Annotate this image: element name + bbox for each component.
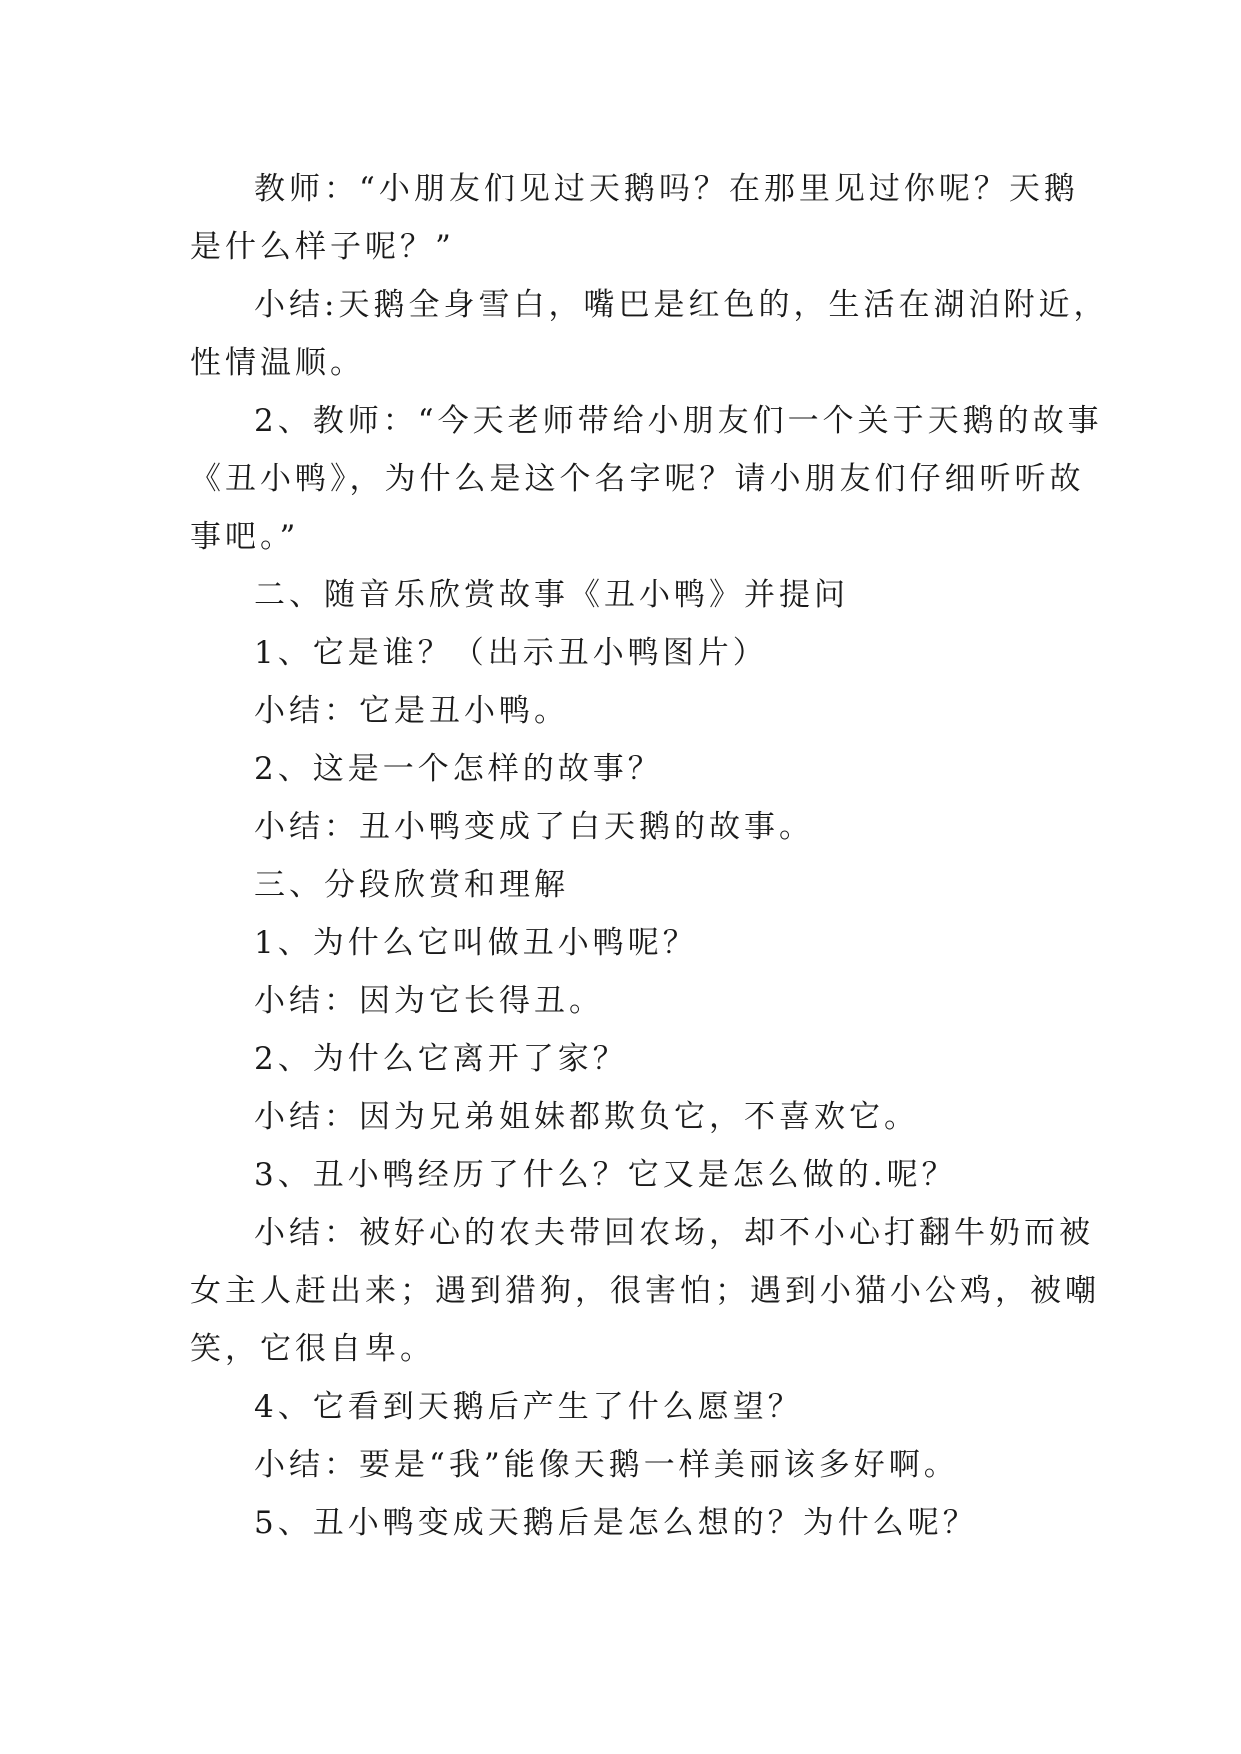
text-line: 二、随音乐欣赏故事《丑小鸭》并提问 xyxy=(254,577,849,613)
paragraph xyxy=(190,566,1052,624)
paragraph xyxy=(190,160,1079,276)
text-line: 是什么样子呢？” xyxy=(190,229,455,265)
text-line: 小结：它是丑小鸭。 xyxy=(254,693,569,729)
text-line: 3、丑小鸭经历了什么？它又是怎么做的.呢？ xyxy=(254,1157,957,1193)
text-line: 小结：丑小鸭变成了白天鹅的故事。 xyxy=(254,809,814,845)
paragraph xyxy=(190,856,1052,914)
paragraph xyxy=(190,740,1052,798)
paragraph xyxy=(190,1436,1052,1494)
text-line: 教师：“小朋友们见过天鹅吗？在那里见过你呢？天鹅 xyxy=(254,171,1079,207)
text-line: 1、为什么它叫做丑小鸭呢？ xyxy=(254,925,698,961)
text-line: 1、它是谁？（出示丑小鸭图片） xyxy=(254,635,768,671)
paragraph xyxy=(190,914,1052,972)
paragraph xyxy=(190,972,1052,1030)
text-line: 笑，它很自卑。 xyxy=(190,1331,435,1367)
text-line: 小结:天鹅全身雪白，嘴巴是红色的，生活在湖泊附近， xyxy=(254,287,1109,323)
text-line: 小结：要是“我”能像天鹅一样美丽该多好啊。 xyxy=(254,1447,959,1483)
paragraph xyxy=(190,682,1052,740)
text-line: 2、为什么它离开了家？ xyxy=(254,1041,628,1077)
text-line: 《丑小鸭》，为什么是这个名字呢？请小朋友们仔细听听故 xyxy=(190,461,1085,497)
text-line: 2、这是一个怎样的故事？ xyxy=(254,751,663,787)
paragraph xyxy=(190,276,1109,392)
text-line: 事吧。” xyxy=(190,519,300,555)
paragraph xyxy=(190,1146,1052,1204)
paragraph xyxy=(190,392,1103,566)
text-line: 小结：因为兄弟姐妹都欺负它，不喜欢它。 xyxy=(254,1099,919,1135)
text-line: 女主人赶出来；遇到猎狗，很害怕；遇到小猫小公鸡，被嘲 xyxy=(190,1273,1100,1309)
paragraph xyxy=(190,1088,1052,1146)
text-line: 2、教师：“今天老师带给小朋友们一个关于天鹅的故事 xyxy=(254,403,1103,439)
text-line: 小结：因为它长得丑。 xyxy=(254,983,604,1019)
paragraph xyxy=(190,1378,1052,1436)
paragraph xyxy=(190,1204,1100,1378)
paragraph xyxy=(190,1494,1052,1552)
paragraph xyxy=(190,624,1052,682)
text-line: 5、丑小鸭变成天鹅后是怎么想的？为什么呢？ xyxy=(254,1505,978,1541)
paragraph xyxy=(190,798,1052,856)
paragraph xyxy=(190,1030,1052,1088)
document-body xyxy=(190,160,1109,1552)
text-line: 小结：被好心的农夫带回农场，却不小心打翻牛奶而被 xyxy=(254,1215,1094,1251)
text-line: 性情温顺。 xyxy=(190,345,365,381)
text-line: 三、分段欣赏和理解 xyxy=(254,867,569,903)
text-line: 4、它看到天鹅后产生了什么愿望？ xyxy=(254,1389,803,1425)
